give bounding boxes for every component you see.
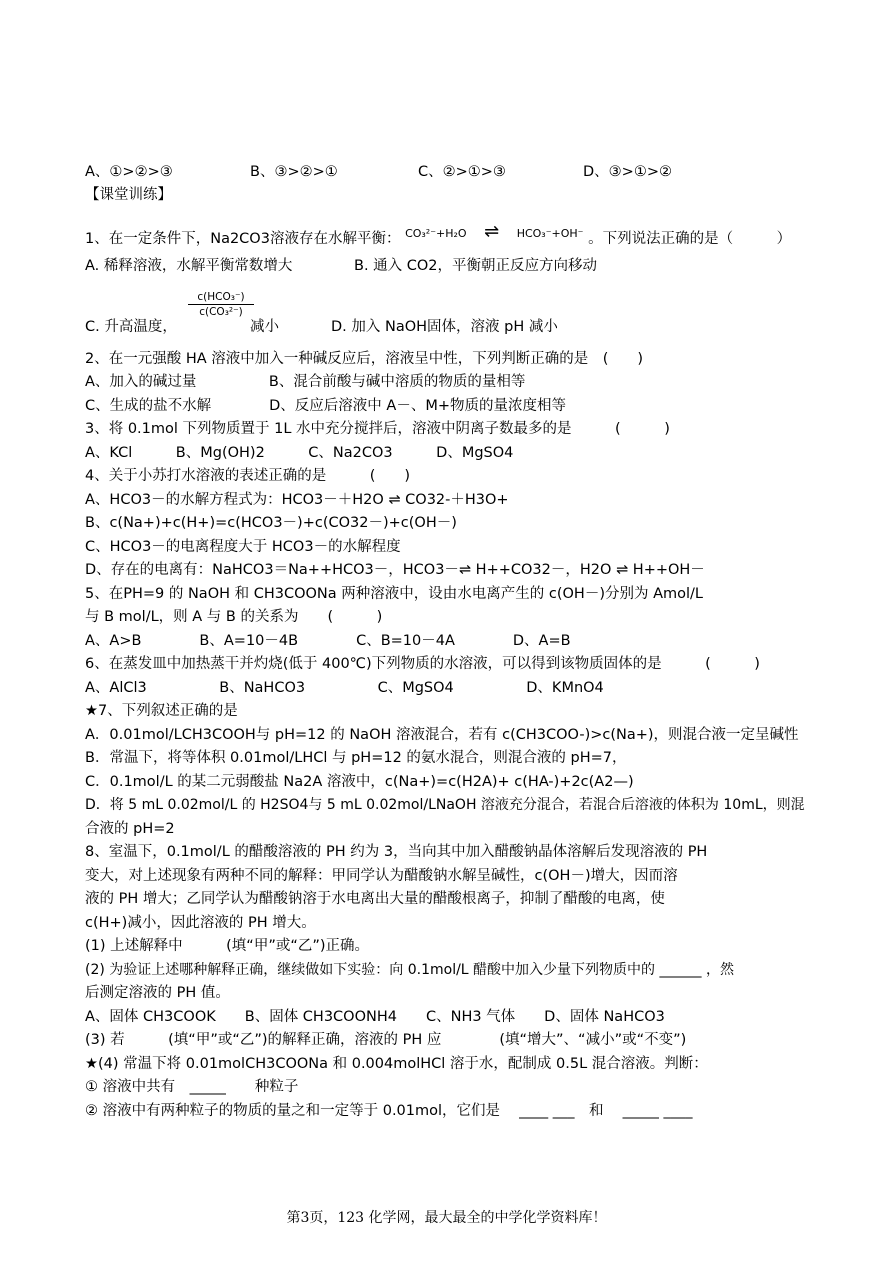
q8-part4: ★(4) 常温下将 0.01molCH3COONa 和 0.004molHCl 溶于水，配制成 0.5L 混合溶液。判断： bbox=[85, 1056, 708, 1072]
q7-option-c: C．0.1mol/L 的某二元弱酸盐 Na2A 溶液中，c(Na+)=c(H2A)+ c(HA-)+2c(A2—) bbox=[85, 774, 634, 790]
q8-part1: (1) 上述解释中 (填“甲”或“乙”)正确。 bbox=[85, 938, 370, 954]
equation-left: CO₃²⁻+H₂O bbox=[405, 227, 467, 240]
q1-fraction bbox=[188, 290, 254, 319]
q5-stem: 5、在PH=9 的 NaOH 和 CH3COONa 两种溶液中，设由水电离产生的 c(OH－)分别为 Amol/L bbox=[85, 586, 704, 602]
q4-stem: 4、关于小苏打水溶液的表述正确的是 ( ) bbox=[85, 468, 411, 484]
q7-option-d-cont: 合液的 pH=2 bbox=[85, 821, 175, 837]
q1-option-c: C. 升高温度， bbox=[85, 319, 177, 335]
q8-part4-sub2: ② 溶液中有两种粒子的物质的量之和一定等于 0.01mol，它们是 ____ ___ 和 _____ ____ bbox=[85, 1103, 693, 1119]
q4-option-a: A、HCO3－的水解方程式为：HCO3－＋H2O ⇌ CO32-＋H3O+ bbox=[85, 492, 509, 508]
q8-part4-sub1: ① 溶液中共有 _____ 种粒子 bbox=[85, 1079, 299, 1095]
equilibrium-arrow-icon: ⇌ bbox=[484, 221, 500, 242]
section-title: 【课堂训练】 bbox=[85, 187, 172, 203]
fraction-numerator: c(HCO₃⁻) bbox=[188, 290, 254, 305]
q5-stem-cont: 与 B mol/L，则 A 与 B 的关系为 ( ) bbox=[85, 609, 383, 625]
q8-stem: 8、室温下，0.1mol/L 的醋酸溶液的 PH 约为 3，当向其中加入醋酸钠晶体溶解后发现溶液的 PH bbox=[85, 844, 708, 860]
answer-option-a: A、①>②>③ bbox=[85, 164, 173, 180]
hydrolysis-equation bbox=[405, 222, 583, 244]
q4-option-c: C、HCO3－的电离程度大于 HCO3－的水解程度 bbox=[85, 539, 401, 555]
equation-right: HCO₃⁻+OH⁻ bbox=[516, 227, 584, 240]
q2-options-ab: A、加入的碱过量 B、混合前酸与碱中溶质的物质的量相等 bbox=[85, 374, 526, 390]
q7-option-a: A．0.01mol/LCH3COOH与 pH=12 的 NaOH 溶液混合，若有 c(CH3COO-)>c(Na+)，则混合液一定呈碱性 bbox=[85, 727, 799, 743]
q8-part3: (3) 若 (填“甲”或“乙”)的解释正确，溶液的 PH 应 (填“增大”、“减小”或“不变”) bbox=[85, 1032, 687, 1048]
q8-part2: (2) 为验证上述哪种解释正确，继续做如下实验：向 0.1mol/L 醋酸中加入少量下列物质中的 ______ ，然 bbox=[85, 962, 734, 978]
page-footer: 第3页，123 化学网，最大最全的中学化学资料库！ bbox=[286, 1210, 607, 1226]
answer-option-c: C、②>①>③ bbox=[418, 164, 506, 180]
q8-stem-2: 变大，对上述现象有两种不同的解释：甲同学认为醋酸钠水解呈碱性，c(OH－)增大，因而溶 bbox=[85, 868, 678, 884]
q8-stem-4: c(H+)减小，因此溶液的 PH 增大。 bbox=[85, 915, 316, 931]
q4-option-b: B、c(Na+)+c(H+)=c(HCO3－)+c(CO32－)+c(OH－) bbox=[85, 515, 457, 531]
q1-option-d: D. 加入 NaOH固体，溶液 pH 减小 bbox=[331, 319, 558, 335]
q3-stem: 3、将 0.1mol 下列物质置于 1L 水中充分搅拌后，溶液中阴离子数最多的是 ( ) bbox=[85, 421, 670, 437]
q1-option-a: A. 稀释溶液，水解平衡常数增大 bbox=[85, 258, 293, 274]
q7-option-b: B．常温下，将等体积 0.01mol/LHCl 与 pH=12 的氨水混合，则混合液的 pH=7， bbox=[85, 750, 627, 766]
answer-option-b: B、③>②>① bbox=[250, 164, 338, 180]
q1-option-c-tail: 减小 bbox=[250, 319, 279, 335]
q8-part2-options: A、固体 CH3COOK B、固体 CH3COONH4 C、NH3 气体 D、固体 NaHCO3 bbox=[85, 1009, 665, 1025]
q1-stem-text: 1、在一定条件下，Na2CO3溶液存在水解平衡： bbox=[85, 231, 401, 247]
answer-option-d: D、③>①>② bbox=[583, 164, 672, 180]
q5-options: A、A>B B、A=10－4B C、B=10－4A D、A=B bbox=[85, 633, 571, 649]
q3-options: A、KCl B、Mg(OH)2 C、Na2CO3 D、MgSO4 bbox=[85, 445, 514, 461]
fraction-denominator: c(CO₃²⁻) bbox=[199, 306, 243, 318]
q6-stem: 6、在蒸发皿中加热蒸干并灼烧(低于 400℃)下列物质的水溶液，可以得到该物质固体的是 ( ) bbox=[85, 656, 760, 672]
q2-options-cd: C、生成的盐不水解 D、反应后溶液中 A－、M+物质的量浓度相等 bbox=[85, 398, 566, 414]
q1-stem-end: 。下列说法正确的是（ ） bbox=[588, 231, 792, 247]
q1-option-b: B. 通入 CO2，平衡朝正反应方向移动 bbox=[354, 258, 598, 274]
q1-stem bbox=[85, 221, 792, 250]
q4-option-d: D、存在的电离有：NaHCO3＝Na++HCO3－，HCO3－⇌ H++CO32－，H2O ⇌ H++OH－ bbox=[85, 562, 705, 578]
q8-part2-cont: 后测定溶液的 PH 值。 bbox=[85, 985, 230, 1001]
q8-stem-3: 液的 PH 增大；乙同学认为醋酸钠溶于水电离出大量的醋酸根离子，抑制了醋酸的电离，使 bbox=[85, 891, 665, 907]
q7-stem: ★7、下列叙述正确的是 bbox=[85, 703, 238, 719]
q6-options: A、AlCl3 B、NaHCO3 C、MgSO4 D、KMnO4 bbox=[85, 680, 604, 696]
q7-option-d: D．将 5 mL 0.02mol/L 的 H2SO4与 5 mL 0.02mol/LNaOH 溶液充分混合，若混合后溶液的体积为 10mL，则混 bbox=[85, 797, 805, 813]
q2-stem: 2、在一元强酸 HA 溶液中加入一种碱反应后，溶液呈中性，下列判断正确的是 ( ) bbox=[85, 351, 644, 367]
